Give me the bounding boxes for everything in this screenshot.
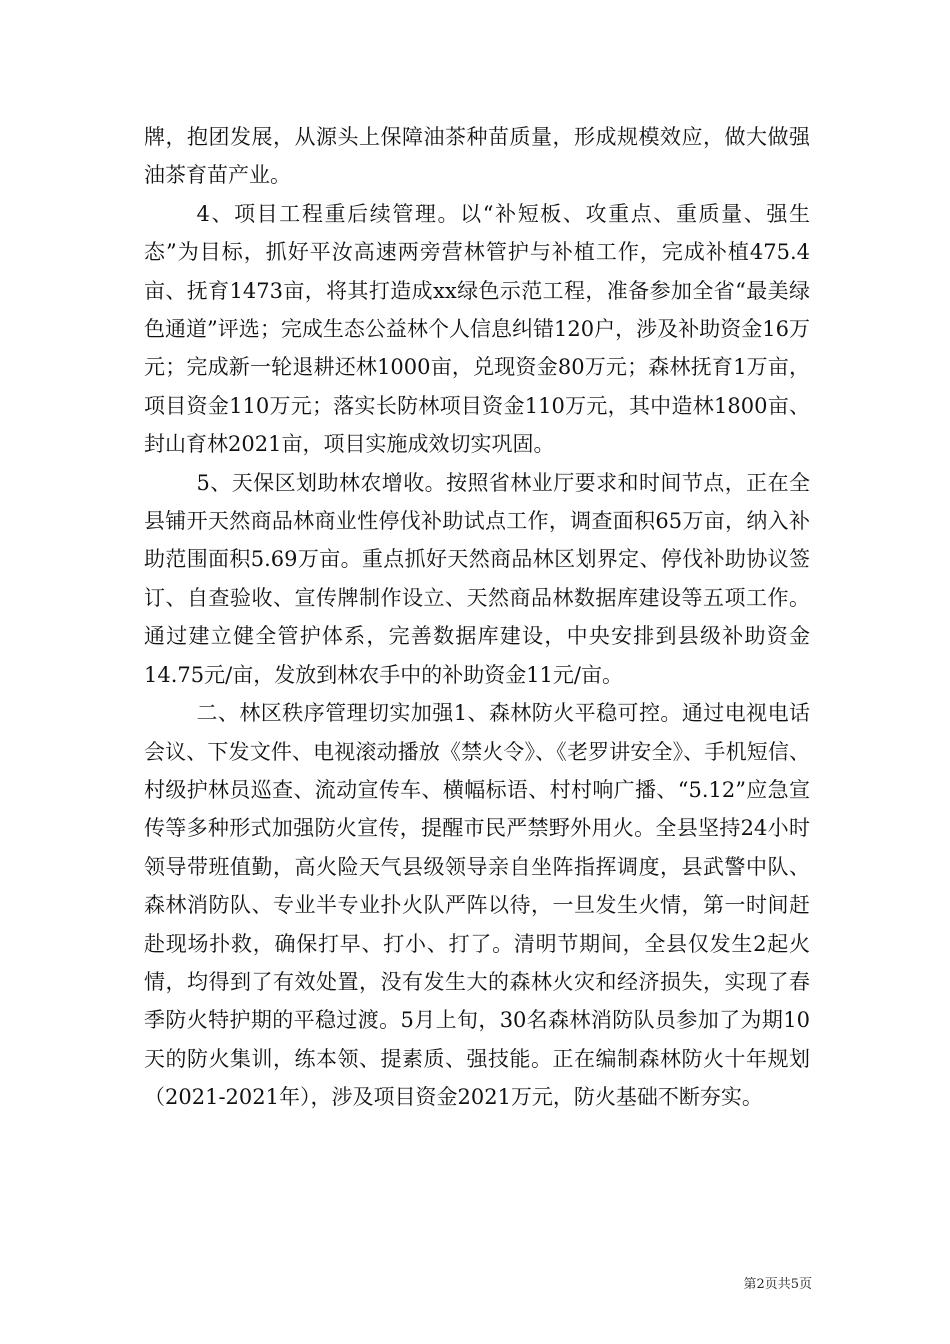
paragraph-continuation: 牌，抱团发展，从源头上保障油茶种苗质量，形成规模效应，做大做强油茶育苗产业。	[144, 125, 810, 188]
paragraph-natural-forest-protection: 5、天保区划助林农增收。按照省林业厅要求和时间节点，正在全县铺开天然商品林商业性停伐补助试点工作，调查面积65万亩，纳入补助范围面积5.69万亩。重点抓好天然商品林区划界定、停伐补助协议签订、自查验收、宣传牌制作设立、天然商品林数据库建设等五项工作。通过建立健全管护体系，完善数据库建设，中央安排到县级补助资金14.75元/亩，发放到林农手中的补助资金11元/亩。	[144, 470, 810, 687]
paragraph-project-management: 4、项目工程重后续管理。以“补短板、攻重点、重质量、强生态”为目标，抓好平汝高速两旁营林管护与补植工作，完成补植475.4亩、抚育1473亩，将其打造成xx绿色示范工程，准备参加全省“最美绿色通道”评选；完成生态公益林个人信息纠错120户，涉及补助资金16万元；完成新一轮退耕还林1000亩，兑现资金80万元；森林抚育1万亩，项目资金110万元；落实长防林项目资金110万元，其中造林1800亩、封山育林2021亩，项目实施成效切实巩固。	[144, 201, 810, 457]
paragraph-forest-fire-prevention: 二、林区秩序管理切实加强1、森林防火平稳可控。通过电视电话会议、下发文件、电视滚动播放《禁火令》、《老罗讲安全》、手机短信、村级护林员巡查、流动宣传车、横幅标语、村村响广播、“5.12”应急宣传等多种形式加强防火宣传，提醒市民严禁野外用火。全县坚持24小时领导带班值勤，高火险天气县级领导亲自坐阵指挥调度，县武警中队、森林消防队、专业半专业扑火队严阵以待，一旦发生火情，第一时间赶赴现场扑救，确保打早、打小、打了。清明节期间，全县仅发生2起火情，均得到了有效处置，没有发生大的森林火灾和经济损失，实现了春季防火特护期的平稳过渡。5月上旬，30名森林消防队员参加了为期10天的防火集训，练本领、提素质、强技能。正在编制森林防火十年规划（2021-2021年），涉及项目资金2021万元，防火基础不断夯实。	[144, 701, 810, 1110]
document-body	[144, 118, 810, 1117]
page-number-footer: 第2页共5页	[743, 1277, 812, 1292]
